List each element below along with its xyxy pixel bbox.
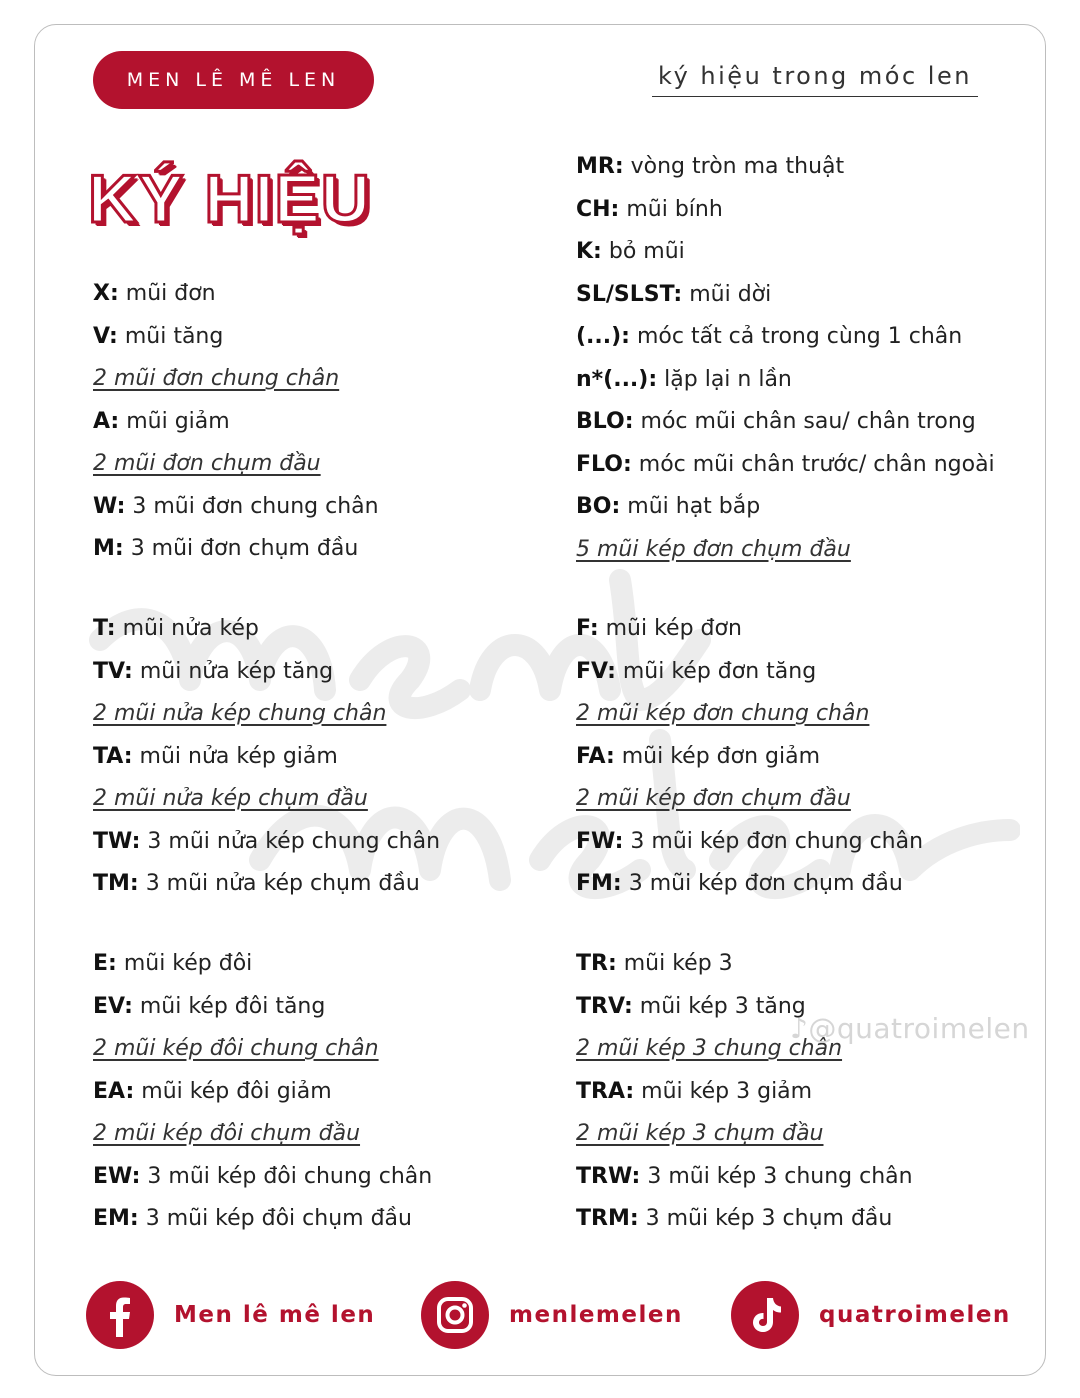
stitch-code: FW: [576,828,624,854]
stitch-code: EM: [93,1206,139,1231]
stitch-description: mũi nửa kép [115,616,259,641]
legend-row [93,486,379,529]
legend-row [93,651,440,694]
social-instagram[interactable] [421,1280,683,1350]
stitch-description: 3 mũi kép 3 chụm đầu [638,1206,893,1231]
stitch-description: mũi nửa kép giảm [132,743,338,769]
legend-row [93,1071,432,1114]
legend-row [93,528,379,571]
legend-group-treble [93,943,432,1241]
legend-group-triple-treble [576,943,913,1241]
legend-row: 2 mũi đơn chung chân [93,366,340,391]
stitch-description: mũi kép 3 tăng [632,993,806,1019]
stitch-code: W: [93,493,126,519]
stitch-code: V: [93,323,118,349]
instagram-handle[interactable]: menlemelen [509,1302,683,1328]
stitch-description: lặp lại n lần [657,366,792,392]
legend-row [576,651,923,694]
legend-group-double [576,608,923,906]
legend-row [576,1198,913,1241]
legend-row: 2 mũi kép đôi chung chân [93,1036,379,1061]
stitch-code: TR: [576,951,617,976]
legend-group-half-double [93,608,440,906]
legend-row: 2 mũi kép 3 chung chân [576,1036,843,1061]
legend-row [576,316,995,359]
stitch-code: TRW: [576,1163,641,1189]
social-facebook[interactable] [86,1280,375,1350]
legend-row [576,1071,913,1114]
stitch-code: F: [576,616,599,641]
tiktok-watermark-icon: ♪ [790,1012,809,1045]
stitch-code: A: [93,408,120,434]
legend-row [576,821,923,864]
legend-row [93,986,432,1029]
stitch-description: móc mũi chân sau/ chân trong [633,409,976,434]
stitch-code: TRV: [576,993,633,1019]
stitch-description: mũi giảm [119,408,230,434]
stitch-description: 3 mũi nửa kép chụm đầu [138,871,420,896]
legend-row [93,1198,432,1241]
stitch-code: T: [93,616,116,641]
instagram-icon [421,1281,489,1349]
legend-row [93,821,440,864]
stitch-description: móc mũi chân trước/ chân ngoài [631,451,995,477]
stitch-description: 3 mũi đơn chung chân [125,493,379,519]
stitch-description: mũi kép đơn tăng [615,658,817,684]
stitch-code: BLO: [576,409,634,434]
stitch-code: (...): [576,324,630,349]
stitch-description: mũi kép đôi tăng [132,993,326,1019]
legend-row [576,231,995,274]
stitch-code: TRA: [576,1078,635,1104]
stitch-code: FLO: [576,451,632,477]
legend-row [576,1156,913,1199]
stitch-description: mũi kép đơn [598,616,742,641]
stitch-code: FM: [576,871,622,896]
stitch-description: mũi nửa kép tăng [132,658,334,684]
legend-group-basic [576,146,995,571]
legend-row [576,189,995,232]
legend-row [576,274,995,317]
stitch-description: móc tất cả trong cùng 1 chân [629,324,963,349]
legend-row: 2 mũi kép đơn chung chân [576,701,870,726]
legend-row: 2 mũi nửa kép chụm đầu [93,786,368,811]
legend-row [576,146,995,189]
stitch-code: EV: [93,993,133,1019]
page-subtitle: ký hiệu trong móc len [652,62,978,97]
legend-row [576,401,995,444]
stitch-code: TM: [93,871,139,896]
stitch-code: TRM: [576,1206,639,1231]
stitch-description: mũi kép đôi giảm [134,1078,332,1104]
legend-row: 5 mũi kép đơn chụm đầu [576,536,851,562]
legend-row [93,608,440,651]
stitch-description: mũi đơn [118,281,216,306]
stitch-description: 3 mũi kép đơn chung chân [623,828,924,854]
legend-row: 2 mũi nửa kép chung chân [93,701,387,726]
stitch-description: 3 mũi nửa kép chung chân [140,828,441,854]
stitch-code: EA: [93,1078,135,1104]
stitch-description: 3 mũi kép 3 chung chân [640,1163,913,1189]
tiktok-watermark [790,1012,1030,1045]
stitch-code: FV: [576,658,616,684]
legend-row [576,359,995,402]
legend-row: 2 mũi kép đơn chụm đầu [576,786,851,811]
facebook-icon [86,1281,154,1349]
stitch-description: 3 mũi đơn chụm đầu [123,536,359,561]
legend-group-single [93,273,379,571]
legend-row [93,316,379,359]
brand-badge: MEN LÊ MÊ LEN [93,51,374,109]
stitch-description: mũi tăng [117,323,224,349]
stitch-code: SL/SLST: [576,281,683,307]
legend-row [576,444,995,487]
stitch-code: TA: [93,743,133,769]
legend-row [93,401,379,444]
stitch-description: mũi kép 3 giảm [634,1078,813,1104]
stitch-code: CH: [576,196,620,222]
legend-row [576,943,913,986]
legend-row [576,863,923,906]
stitch-code: MR: [576,154,624,179]
stitch-description: mũi bính [619,196,723,222]
stitch-description: 3 mũi kép đôi chung chân [140,1163,433,1189]
stitch-description: mũi kép đôi [116,951,253,976]
legend-row: 2 mũi kép 3 chụm đầu [576,1121,824,1146]
legend-row: 2 mũi đơn chụm đầu [93,451,321,476]
legend-row [93,736,440,779]
stitch-description: mũi dời [682,281,772,307]
stitch-code: M: [93,536,124,561]
stitch-code: FA: [576,743,615,769]
stitch-description: mũi kép đơn giảm [614,743,821,769]
stitch-description: 3 mũi kép đơn chụm đầu [621,871,903,896]
legend-row [576,608,923,651]
stitch-code: K: [576,239,602,264]
legend-row [93,273,379,316]
stitch-description: mũi hạt bắp [620,494,761,519]
legend-row [93,863,440,906]
stitch-code: TV: [93,658,133,684]
stitch-code: TW: [93,828,141,854]
tiktok-handle[interactable]: quatroimelen [819,1302,1011,1328]
stitch-code: X: [93,281,119,306]
stitch-code: BO: [576,494,621,519]
stitch-code: n*(...): [576,366,658,392]
legend-row [93,1156,432,1199]
tiktok-watermark-text: @quatroimelen [808,1012,1030,1045]
stitch-description: vòng tròn ma thuật [623,154,845,179]
legend-row [93,943,432,986]
stitch-description: bỏ mũi [601,239,685,264]
legend-row [576,736,923,779]
stitch-code: EW: [93,1163,141,1189]
page-title: KÝ HIỆU [88,161,371,237]
facebook-handle[interactable]: Men lê mê len [174,1302,376,1328]
social-tiktok[interactable] [731,1280,1011,1350]
tiktok-icon [731,1281,799,1349]
stitch-code: E: [93,951,117,976]
legend-row [576,486,995,529]
legend-row: 2 mũi kép đôi chụm đầu [93,1121,361,1146]
stitch-description: mũi kép 3 [616,951,733,976]
stitch-description: 3 mũi kép đôi chụm đầu [138,1206,412,1231]
